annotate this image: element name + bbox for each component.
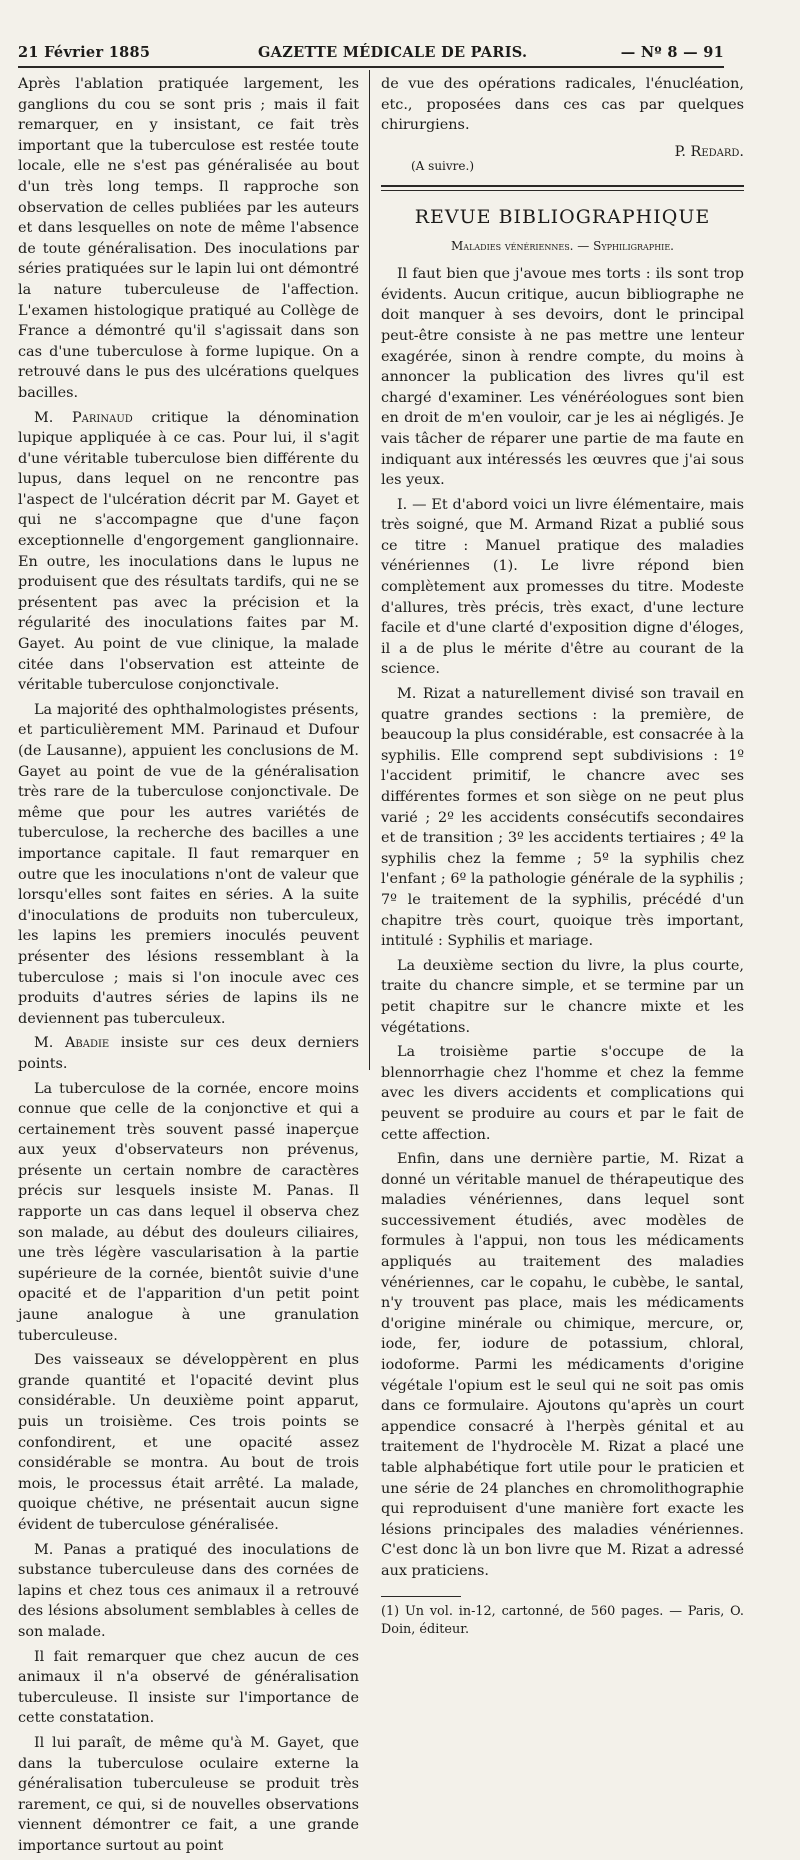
right-paragraph-3: M. Rizat a naturellement divisé son travail en quatre grandes sections : la première, de beaucoup la plus considérable, est consacrée à la syphilis. Elle comprend sept subdivisions : 1º l'accident primitif, le chancre avec ses différentes formes et son siège on ne peut plus varié ; 2º les accidents consécutifs secondaires et de transition ; 3º les accidents tertiaires ; 4º la syphilis chez la femme ; 5º la syphilis chez l'enfant ; 6º la pathologie générale de la syphilis ; 7º le traitement de la syphilis, précédé d'un chapitre très court, quoique très important, intitulé : Syphilis et mariage.	[381, 686, 744, 950]
right-paragraph-1: Il faut bien que j'avoue mes torts : ils sont trop évidents. Aucun critique, aucun bibliographe ne doit manquer à ses devoirs, dont le principal peut-être consiste à ne pas mettre une lenteur exagérée, sinon à rendre compte, du moins à annoncer la publication des livres qu'il est chargé d'examiner. Les vénéréologues sont bien en droit de m'en vouloir, car je les ai négligés. Je vais tâcher de réparer une partie de ma faute en indiquant aux intéressés les œuvres que j'ai sous les yeux.	[381, 266, 744, 489]
page-header	[18, 40, 724, 64]
column-divider	[369, 70, 370, 1070]
left-paragraph-1: Après l'ablation pratiquée largement, les ganglions du cou se sont pris ; mais il fait remarquer, en y insistant, ce fait très important que la tuberculose est restée toute locale, elle ne s'est pas généralisée au bout d'un très long temps. Il rapproche son observation de celles publiées par les auteurs et dans lesquelles on note de même l'absence de toute généralisation. Des inoculations par séries pratiquées sur le lapin lui ont démontré la nature tuberculeuse de l'affection. L'examen histologique pratiqué au Collège de France a démontré qu'il s'agissait dans son cas d'une tuberculose à forme lupique. On a retrouvé dans le pus des ulcérations quelques bacilles.	[18, 76, 359, 401]
author-signature: P. Redard.	[674, 143, 744, 160]
right-paragraph-6: Enfin, dans une dernière partie, M. Rizat a donné un véritable manuel de thérapeutique des maladies vénériennes, dans lequel sont successivement étudiés, avec modèles de formules à l'appui, non tous les médicaments appliqués au traitement des maladies vénériennes, car le copahu, le cubèbe, le santal, n'y trouvent pas place, mais les médicaments d'origine minérale ou chimique, mercure, or, iode, fer, iodure de potassium, chloral, iodoforme. Parmi les médicaments d'origine végétale l'opium est le seul qui ne soit pas omis dans ce formulaire. Ajoutons qu'après un court appendice consacré à l'herpès génital et au traitement de l'hydrocèle M. Rizat a placé une table alphabétique fort utile pour le praticien et une série de 24 planches en chromolithographie qui reproduisent d'une manière fort exacte les lésions principales des maladies vénériennes. C'est donc là un bon livre que M. Rizat a adressé aux praticiens.	[381, 1151, 744, 1579]
left-paragraph-4: M. Abadie insiste sur ces deux derniers points.	[18, 1035, 359, 1072]
author-name: M. Parinaud	[34, 409, 133, 426]
author-name: M. Abadie	[34, 1035, 110, 1052]
left-paragraph-6: Des vaisseaux se développèrent en plus grande quantité et l'opacité devint plus considérable. Un deuxième point apparut, puis un troisième. Ces trois points se confondirent, et une opacité assez considérable se montra. Au bout de trois mois, le processus était arrêté. La malade, quoique chétive, ne présentait aucun signe évident de tuberculose généralisée.	[18, 1352, 359, 1533]
to-be-continued: (A suivre.)	[411, 159, 474, 174]
right-paragraph-2: I. — Et d'abord voici un livre élémentaire, mais très soigné, que M. Armand Rizat a publié sous ce titre : Manuel pratique des maladies vénériennes (1). Le livre répond bien complètement aux promesses du titre. Modeste d'allures, très précis, très exact, d'une lecture facile et d'une clarté d'exposition digne d'éloges, il a de plus le mérite d'être au courant de la science.	[381, 496, 744, 678]
left-paragraph-9: Il lui paraît, de même qu'à M. Gayet, que dans la tuberculose oculaire externe la généralisation tuberculeuse se produit très rarement, ce qui, si de nouvelles observations viennent démontrer ce fait, a une grande importance surtout au point	[18, 1734, 359, 1854]
left-paragraph-3: La majorité des ophthalmologistes présents, et particulièrement MM. Parinaud et Dufour (de Lausanne), appuient les conclusions de M. Gayet au point de vue de la généralisation très rare de la tuberculose conjonctivale. De même que pour les autres variétés de tuberculose, la recherche des bacilles a une importance capitale. Il faut remarquer en outre que les inoculations n'ont de valeur que lorsqu'elles sont faites en séries. A la suite d'inoculations de produits non tuberculeux, les lapins les premiers inoculés peuvent présenter des lésions ressemblant à la tuberculose ; mais si l'on inocule avec ces produits d'autres séries de lapins ils ne deviennent pas tuberculeux.	[18, 701, 359, 1027]
right-paragraph-5: La troisième partie s'occupe de la blennorrhagie chez l'homme et chez la femme avec les divers accidents et complications qui peuvent se produire au cours et par le fait de cette affection.	[381, 1044, 744, 1143]
header-rule	[18, 66, 724, 68]
left-column	[18, 74, 359, 1860]
footnote-rule	[381, 1596, 461, 1597]
section-subtitle: Maladies vénériennes. — Syphiligraphie.	[451, 238, 674, 253]
left-paragraph-8: Il fait remarquer que chez aucun de ces animaux il n'a observé de généralisation tuberculeuse. Il insiste sur l'importance de cette constatation.	[18, 1648, 359, 1727]
journal-title: GAZETTE MÉDICALE DE PARIS.	[258, 44, 528, 61]
left-paragraph-2: M. Parinaud critique la dénomination lupique appliquée à ce cas. Pour lui, il s'agit d'une véritable tuberculose bien différente du lupus, dans lequel on ne rencontre pas l'aspect de l'ulcération décrit par M. Gayet et qui ne s'accompagne que d'une façon exceptionnelle d'engorgement ganglionnaire. En outre, les inoculations dans le lupus ne produisent que des résultats tardifs, qui ne se présentent pas avec la précision et la régularité des inoculations faites par M. Gayet. Au point de vue clinique, la malade citée dans l'observation est atteinte de véritable tuberculose conjonctivale.	[18, 409, 360, 694]
right-paragraph-4: La deuxième section du livre, la plus courte, traite du chancre simple, et se termine par un petit chapitre sur le chancre mixte et les végétations.	[381, 957, 744, 1036]
section-rule	[381, 185, 744, 191]
left-paragraph-5: La tuberculose de la cornée, encore moins connue que celle de la conjonctive et qui a certainement très souvent passé inaperçue aux yeux d'observateurs non prévenus, présente un certain nombre de caractères précis sur lesquels insiste M. Panas. Il rapporte un cas dans lequel il observa chez son malade, au début des douleurs ciliaires, une très légère vascularisation à la partie supérieure de la cornée, bientôt suivie d'une opacité et de l'apparition d'un petit point jaune analogue à une granulation tuberculeuse.	[18, 1080, 359, 1344]
page-number: — Nº 8 — 91	[620, 44, 724, 61]
issue-date: 21 Février 1885	[18, 44, 151, 61]
footnote: (1) Un vol. in-12, cartonné, de 560 pages. — Paris, O. Doin, éditeur.	[381, 1603, 744, 1637]
section-title: REVUE BIBLIOGRAPHIQUE	[414, 205, 711, 228]
right-continuation: de vue des opérations radicales, l'énucléation, etc., proposées dans ces cas par quelques chirurgiens.	[381, 76, 744, 134]
left-paragraph-7: M. Panas a pratiqué des inoculations de substance tuberculeuse dans des cornées de lapins et chez tous ces animaux il a retrouvé des lésions absolument semblables à celles de son malade.	[18, 1541, 359, 1640]
right-column	[381, 74, 744, 1643]
